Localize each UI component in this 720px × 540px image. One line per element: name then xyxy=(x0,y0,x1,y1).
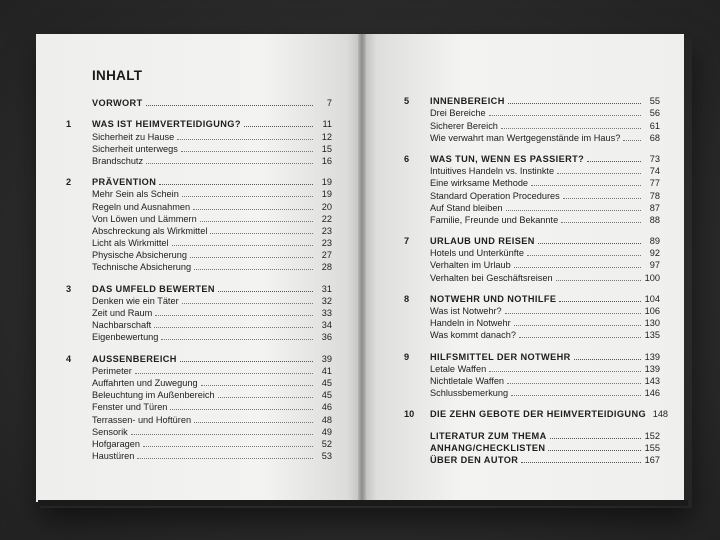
toc-subentry xyxy=(404,316,660,328)
page-number: 46 xyxy=(321,402,332,413)
toc-chapter-entry xyxy=(66,175,332,187)
dot-leader xyxy=(548,450,641,451)
toc-subentry xyxy=(404,246,660,258)
book-spine xyxy=(358,34,366,502)
page-number: 27 xyxy=(321,250,332,261)
page-number: 23 xyxy=(321,238,332,249)
dot-leader xyxy=(159,184,313,185)
entry-title: Terrassen- und Hoftüren xyxy=(92,414,192,425)
page-number: 78 xyxy=(649,190,660,201)
dot-leader xyxy=(180,361,313,362)
page-number: 148 xyxy=(652,409,669,420)
toc-chapter-entry xyxy=(404,292,660,304)
dot-leader xyxy=(155,315,313,316)
page-number: 39 xyxy=(321,353,332,364)
page-number: 77 xyxy=(649,178,660,189)
dot-leader xyxy=(218,397,313,398)
entry-title: Verhalten im Urlaub xyxy=(430,260,511,271)
dot-leader xyxy=(489,115,641,116)
dot-leader xyxy=(154,327,313,328)
chapter-number: 6 xyxy=(404,153,410,164)
entry-title: ANHANG/CHECKLISTEN xyxy=(430,442,546,453)
toc-chapter-entry xyxy=(404,453,660,465)
dot-leader xyxy=(574,359,641,360)
toc-spacer xyxy=(66,342,332,351)
toc-spacer xyxy=(66,272,332,281)
page-number: 135 xyxy=(644,330,660,341)
dot-leader xyxy=(511,395,641,396)
toc-chapter-entry xyxy=(404,441,660,453)
entry-title: Was kommt danach? xyxy=(430,330,516,341)
book-bottom-edge xyxy=(38,500,688,506)
page-number: 45 xyxy=(321,390,332,401)
page-number: 73 xyxy=(649,153,660,164)
toc-chapter-entry xyxy=(404,234,660,246)
entry-title: Perimeter xyxy=(92,365,132,376)
dot-leader xyxy=(131,434,313,435)
toc-spacer xyxy=(404,225,660,234)
dot-leader xyxy=(161,339,313,340)
page-number: 130 xyxy=(644,318,660,329)
dot-leader xyxy=(200,221,313,222)
dot-leader xyxy=(556,280,641,281)
toc-subentry xyxy=(66,425,332,437)
dot-leader xyxy=(170,409,313,410)
toc-spacer xyxy=(404,398,660,407)
dot-leader xyxy=(527,255,641,256)
toc-chapter-entry xyxy=(404,428,660,440)
entry-title: Physische Absicherung xyxy=(92,250,187,261)
page-number: 104 xyxy=(644,293,660,304)
dot-leader xyxy=(244,126,313,127)
page-number: 45 xyxy=(321,377,332,388)
dot-leader xyxy=(172,245,313,246)
dot-leader xyxy=(210,233,313,234)
toc-subentry xyxy=(66,224,332,236)
page-number: 152 xyxy=(644,430,660,441)
toc-subentry xyxy=(66,260,332,272)
toc-subentry xyxy=(404,362,660,374)
entry-title: NOTWEHR UND NOTHILFE xyxy=(430,293,557,304)
entry-title: VORWORT xyxy=(92,98,143,109)
entry-title: DAS UMFELD BEWERTEN xyxy=(92,283,215,294)
entry-title: Hotels und Unterkünfte xyxy=(430,248,524,259)
toc-subentry xyxy=(404,164,660,176)
dot-leader xyxy=(550,438,641,439)
entry-title: Intuitives Handeln vs. Instinkte xyxy=(430,166,555,177)
page-number: 97 xyxy=(649,260,660,271)
chapter-number: 4 xyxy=(66,353,72,364)
page-number: 61 xyxy=(649,120,660,131)
toc-subentry xyxy=(404,258,660,270)
toc-spacer xyxy=(404,340,660,349)
page-number: 56 xyxy=(649,108,660,119)
toc-subentry xyxy=(404,201,660,213)
page-number: 12 xyxy=(321,131,332,142)
toc-chapter-entry xyxy=(404,152,660,164)
entry-title: Brandschutz xyxy=(92,155,144,166)
entry-title: Zeit und Raum xyxy=(92,308,153,318)
entry-title: Nichtletale Waffen xyxy=(430,375,505,386)
chapter-number: 5 xyxy=(404,96,410,107)
page-number: 11 xyxy=(322,119,332,130)
entry-title: ÜBER DEN AUTOR xyxy=(430,454,519,465)
dot-leader xyxy=(181,151,313,152)
dot-leader xyxy=(146,105,313,106)
toc-subentry xyxy=(404,118,660,130)
dot-leader xyxy=(182,196,313,197)
toc-subentry xyxy=(404,270,660,282)
page-number: 92 xyxy=(649,248,660,259)
page-number: 106 xyxy=(644,306,660,316)
page-number: 89 xyxy=(649,236,660,247)
entry-title: Beleuchtung im Außenbereich xyxy=(92,390,215,401)
entry-title: DIE ZEHN GEBOTE DER HEIMVERTEIDIGUNG xyxy=(430,409,647,420)
toc-left-column xyxy=(66,96,332,461)
entry-title: Technische Absicherung xyxy=(92,262,192,273)
page-number: 143 xyxy=(644,375,660,386)
dot-leader xyxy=(557,173,641,174)
entry-title: Auf Stand bleiben xyxy=(430,202,503,213)
toc-subentry xyxy=(66,330,332,342)
page-number: 28 xyxy=(321,262,332,273)
toc-spacer xyxy=(404,283,660,292)
entry-title: Von Löwen und Lämmern xyxy=(92,213,197,224)
chapter-number: 7 xyxy=(404,236,410,247)
entry-title: Licht als Wirkmittel xyxy=(92,238,169,249)
toc-subentry xyxy=(66,400,332,412)
page-number: 53 xyxy=(321,451,332,462)
page-number: 48 xyxy=(321,414,332,425)
toc-subentry xyxy=(66,187,332,199)
toc-subentry xyxy=(66,154,332,166)
toc-subentry xyxy=(404,328,660,340)
dot-leader xyxy=(514,325,641,326)
dot-leader xyxy=(506,210,641,211)
toc-chapter-entry xyxy=(66,351,332,363)
page-number: 31 xyxy=(321,283,332,294)
entry-title: Schlussbemerkung xyxy=(430,388,509,399)
entry-title: Sicherheit unterwegs xyxy=(92,143,178,154)
page-number: 100 xyxy=(644,272,660,283)
chapter-number: 3 xyxy=(66,283,72,294)
entry-title: Auffahrten und Zuwegung xyxy=(92,377,198,388)
page-number: 139 xyxy=(644,363,660,374)
entry-title: Eine wirksame Methode xyxy=(430,178,529,189)
chapter-number: 2 xyxy=(66,177,72,188)
page-number: 15 xyxy=(321,143,332,154)
toc-subentry xyxy=(66,437,332,449)
entry-title: WAS IST HEIMVERTEIDIGUNG? xyxy=(92,119,241,130)
chapter-number: 10 xyxy=(404,409,415,420)
entry-title: Was ist Notwehr? xyxy=(430,306,502,316)
entry-title: LITERATUR ZUM THEMA xyxy=(430,430,547,441)
dot-leader xyxy=(521,462,641,463)
toc-chapter-entry xyxy=(66,281,332,293)
dot-leader xyxy=(561,222,641,223)
page-number: 23 xyxy=(321,225,332,236)
dot-leader xyxy=(137,458,313,459)
page-number: 32 xyxy=(321,295,332,306)
entry-title: Sicherer Bereich xyxy=(430,120,498,131)
page-number: 49 xyxy=(321,426,332,437)
dot-leader xyxy=(563,198,641,199)
toc-subentry xyxy=(66,129,332,141)
page-number: 41 xyxy=(321,365,332,376)
page-number: 34 xyxy=(321,320,332,331)
entry-title: Fenster und Türen xyxy=(92,402,168,413)
dot-leader xyxy=(489,371,641,372)
page-number: 146 xyxy=(644,388,660,399)
dot-leader xyxy=(193,209,313,210)
toc-subentry xyxy=(404,386,660,398)
dot-leader xyxy=(135,373,313,374)
dot-leader xyxy=(194,422,313,423)
entry-title: Hofgaragen xyxy=(92,438,141,449)
page-number: 33 xyxy=(321,308,332,318)
toc-heading: INHALT xyxy=(92,68,143,83)
entry-title: Handeln in Notwehr xyxy=(430,318,511,329)
entry-title: Sensorik xyxy=(92,426,128,437)
page-number: 68 xyxy=(649,132,660,143)
toc-right-column xyxy=(404,94,669,465)
toc-subentry xyxy=(66,199,332,211)
page-number: 55 xyxy=(649,96,660,107)
entry-title: Eigenbewertung xyxy=(92,332,159,343)
toc-subentry xyxy=(66,236,332,248)
entry-title: AUSSENBEREICH xyxy=(92,353,177,364)
entry-title: Verhalten bei Geschäftsreisen xyxy=(430,272,553,283)
page-number: 167 xyxy=(644,454,660,465)
entry-title: Standard Operation Procedures xyxy=(430,190,560,201)
toc-subentry xyxy=(404,213,660,225)
dot-leader xyxy=(501,128,641,129)
dot-leader xyxy=(507,383,641,384)
entry-title: Abschreckung als Wirkmittel xyxy=(92,225,208,236)
toc-spacer xyxy=(66,166,332,175)
page-number: 16 xyxy=(321,155,332,166)
page-number: 87 xyxy=(649,202,660,213)
page-number: 52 xyxy=(321,438,332,449)
page-number: 19 xyxy=(321,177,332,188)
dot-leader xyxy=(194,269,313,270)
entry-title: Letale Waffen xyxy=(430,363,487,374)
dot-leader xyxy=(182,303,313,304)
entry-title: Drei Bereiche xyxy=(430,108,486,119)
toc-subentry xyxy=(66,248,332,260)
page-number: 36 xyxy=(321,332,332,343)
toc-subentry xyxy=(66,412,332,424)
dot-leader xyxy=(218,291,313,292)
toc-subentry xyxy=(404,374,660,386)
toc-subentry xyxy=(66,212,332,224)
toc-chapter-entry xyxy=(404,94,660,106)
dot-leader xyxy=(559,301,641,302)
toc-chapter-entry xyxy=(404,349,660,361)
toc-subentry xyxy=(404,188,660,200)
entry-title: Denken wie ein Täter xyxy=(92,295,179,306)
dot-leader xyxy=(514,267,641,268)
toc-subentry xyxy=(404,176,660,188)
toc-chapter-entry xyxy=(66,117,332,129)
entry-title: URLAUB UND REISEN xyxy=(430,236,535,247)
dot-leader xyxy=(177,139,313,140)
page-number: 139 xyxy=(644,351,660,362)
chapter-number: 8 xyxy=(404,293,410,304)
toc-subentry xyxy=(66,364,332,376)
toc-subentry xyxy=(66,142,332,154)
entry-title: Familie, Freunde und Bekannte xyxy=(430,214,559,225)
chapter-number: 1 xyxy=(66,119,72,130)
dot-leader xyxy=(190,257,313,258)
toc-chapter-entry xyxy=(66,96,332,108)
toc-subentry xyxy=(66,306,332,318)
toc-subentry xyxy=(66,294,332,306)
toc-spacer xyxy=(66,108,332,117)
toc-subentry xyxy=(66,388,332,400)
toc-spacer xyxy=(404,143,660,152)
dot-leader xyxy=(587,161,641,162)
dot-leader xyxy=(519,337,641,338)
dot-leader xyxy=(623,140,641,141)
dot-leader xyxy=(201,385,313,386)
toc-subentry xyxy=(66,449,332,461)
toc-subentry xyxy=(404,106,660,118)
entry-title: Regeln und Ausnahmen xyxy=(92,201,191,212)
page-number: 19 xyxy=(321,189,332,200)
dot-leader xyxy=(505,313,641,314)
toc-subentry xyxy=(404,304,660,316)
entry-title: WAS TUN, WENN ES PASSIERT? xyxy=(430,153,585,164)
entry-title: Mehr Sein als Schein xyxy=(92,189,179,200)
toc-chapter-entry xyxy=(404,407,669,420)
chapter-number: 9 xyxy=(404,351,410,362)
entry-title: Sicherheit zu Hause xyxy=(92,131,175,142)
entry-title: Nachbarschaft xyxy=(92,320,152,331)
dot-leader xyxy=(146,163,313,164)
dot-leader xyxy=(531,185,641,186)
entry-title: Wie verwahrt man Wertgegenstände im Haus? xyxy=(430,132,621,143)
toc-spacer xyxy=(404,419,660,428)
page-number: 22 xyxy=(321,213,332,224)
page-number: 155 xyxy=(644,442,660,453)
entry-title: PRÄVENTION xyxy=(92,177,157,188)
entry-title: INNENBEREICH xyxy=(430,96,505,107)
toc-subentry xyxy=(66,318,332,330)
page-number: 74 xyxy=(649,166,660,177)
page-number: 88 xyxy=(649,214,660,225)
entry-title: Haustüren xyxy=(92,451,135,462)
entry-title: HILFSMITTEL DER NOTWEHR xyxy=(430,351,571,362)
page-number: 20 xyxy=(321,201,332,212)
toc-subentry xyxy=(404,131,660,143)
toc-subentry xyxy=(66,376,332,388)
dot-leader xyxy=(143,446,313,447)
dot-leader xyxy=(538,243,641,244)
page-number: 7 xyxy=(326,98,332,109)
dot-leader xyxy=(508,103,641,104)
